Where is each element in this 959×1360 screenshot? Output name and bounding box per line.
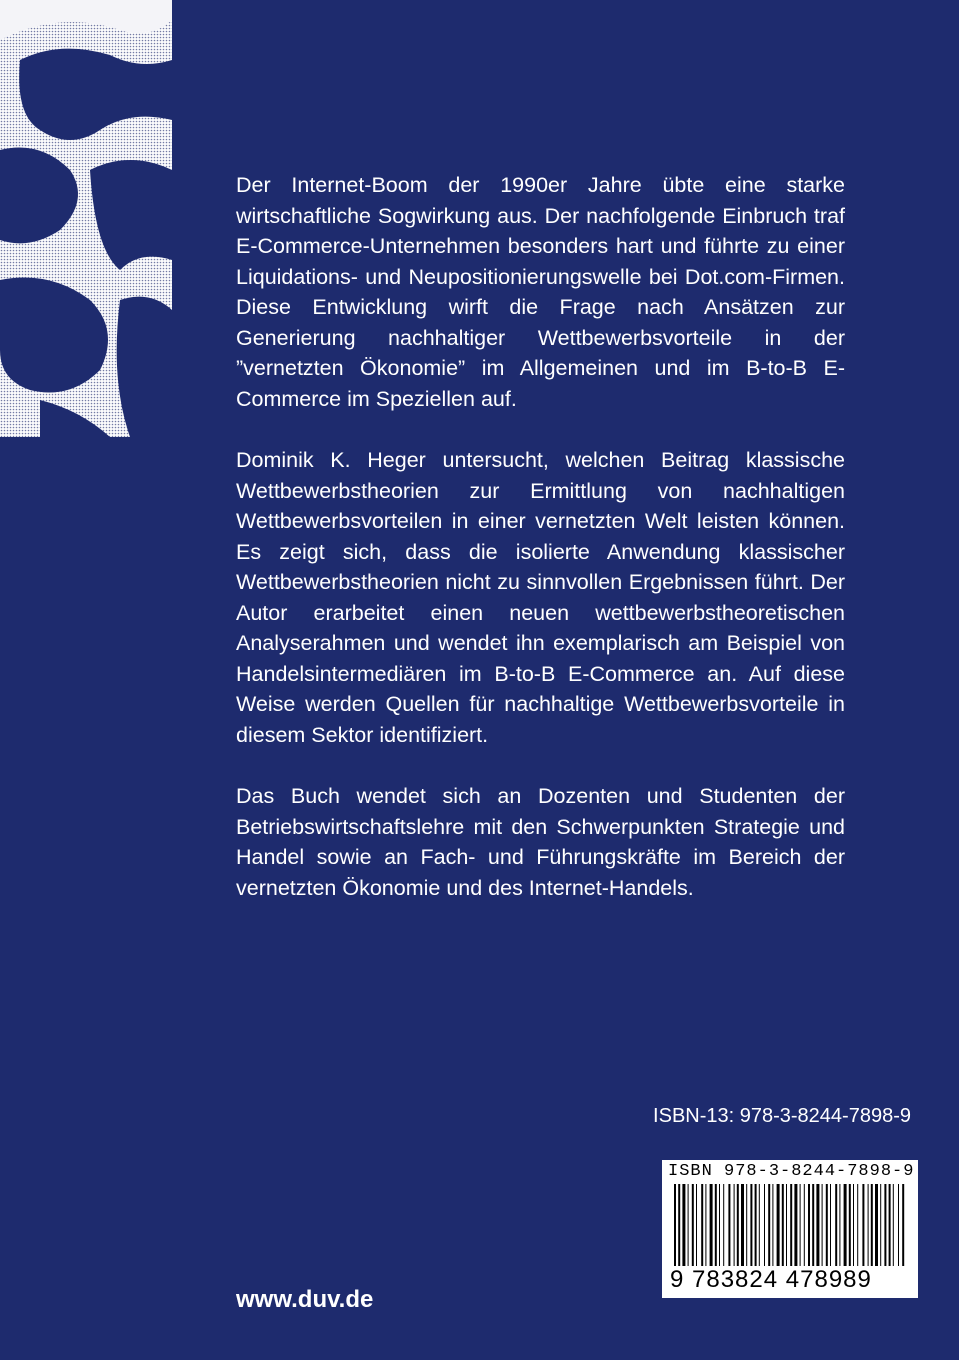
- blurb-paragraph-2: Dominik K. Heger untersucht, welchen Beitrag klassische Wettbewerbstheorien zur Ermittlung von nachhaltigen Wettbewerbsvorteilen in einer vernetzten Welt leisten können. Es zeigt sich, dass die isolierte Anwendung klassischer Wettbewerbstheorien nicht zu sinnvollen Ergebnissen führt. Der Autor erarbeitet einen neuen wettbewerbstheoretischen Analyserahmen und wendet ihn exemplarisch am Beispiel von Handelsintermediären im B-to-B E-Commerce an. Auf diese Weise werden Quellen für nachhaltige Wettbewerbsvorteile in diesem Sektor identifiziert.: [236, 448, 845, 747]
- blurb-paragraph-3: Das Buch wendet sich an Dozenten und Studenten der Betriebswirtschaftslehre mit den Schwerpunkten Strategie und Handel sowie an Fach- und Führungskräfte im Bereich der vernetzten Ökonomie und des Internet-Handels.: [236, 784, 845, 900]
- barcode-digits: 9 783824 478989: [670, 1266, 872, 1293]
- barcode-isbn-text: ISBN 978-3-8244-7898-9: [668, 1162, 915, 1181]
- publisher-url: www.duv.de: [236, 1286, 374, 1313]
- blurb-paragraph-1: Der Internet-Boom der 1990er Jahre übte eine starke wirtschaftliche Sogwirkung aus. Der nachfolgende Einbruch traf E-Commerce-Unternehmen besonders hart und führte zu einer Liquidations- und Neupositionierungswelle bei Dot.com-Firmen. Diese Entwicklung wirft die Frage nach Ansätzen zur Generierung nachhaltiger Wettbewerbsvorteile in der ”vernetzten Ökonomie” im Allgemeinen und im B-to-B E-Commerce im Speziellen auf.: [236, 173, 845, 411]
- barcode-bars: [668, 1184, 912, 1266]
- back-cover-blurb: [236, 170, 845, 934]
- globe-image: [0, 0, 172, 437]
- barcode: [662, 1160, 918, 1298]
- isbn-label: ISBN-13: 978-3-8244-7898-9: [653, 1105, 911, 1127]
